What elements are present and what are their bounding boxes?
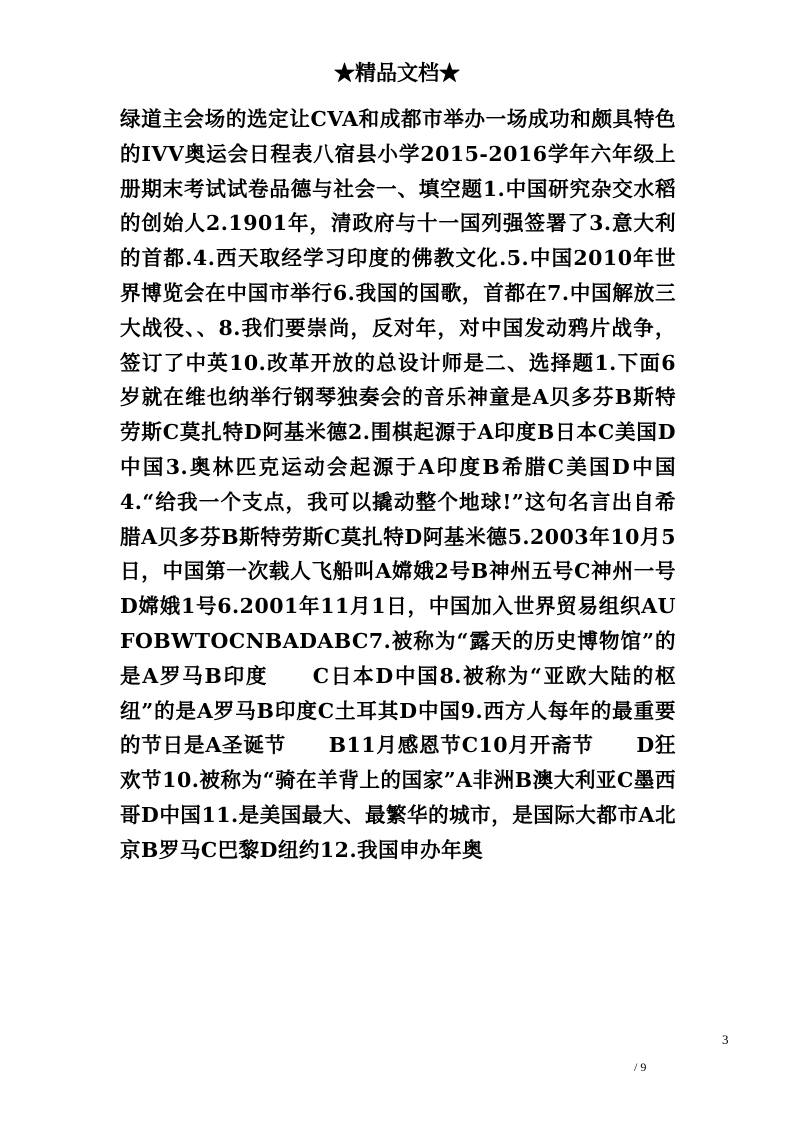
page-total: / 9 [634, 1060, 647, 1074]
page-number: 3 [722, 1032, 729, 1047]
document-body-text: 绿道主会场的选定让CVA和成都市举办一场成功和颇具特色的IVV奥运会日程表八宿县小学2015-2016学年六年级上册期末考试试卷品德与社会一、填空题1.中国研究杂交水稻的创始人2.1901年，清政府与十一国列强签署了3.意大利的首都.4.西天取经学习印度的佛教文化.5.中国2010年世界博览会在中国市举行6.我国的国歌，首都在7.中国解放三大战役、、8.我们要崇尚，反对年，对中国发动鸦片战争，签订了中英10.改革开放的总设计师是二、选择题1.下面6岁就在维也纳举行钢琴独奏会的音乐神童是A贝多芬B斯特劳斯C莫扎特D阿基米德2.围棋起源于A印度B日本C美国D中国3.奥林匹克运动会起源于A印度B希腊C美国D中国4.“给我一个支点，我可以撬动整个地球!”这句名言出自希腊A贝多芬B斯特劳斯C莫扎特D阿基米德5.2003年10月5日，中国第一次载人飞船叫A嫦娥2号B神州五号C神州一号D嫦娥1号6.2001年11月1日，中国加入世界贸易组织AUFOBWTOCNBADABC7.被称为“露天的历史博物馆”的是A罗马B印度 C日本D中国8.被称为“亚欧大陆的枢纽”的是A罗马B印度C土耳其D中国9.西方人每年的最重要的节日是A圣诞节 B11月感恩节C10月开斋节 D狂欢节10.被称为“骑在羊背上的国家”A非洲B澳大利亚C墨西哥D中国11.是美国最大、最繁华的城市，是国际大都市A北京B罗马C巴黎D纽约12.我国申办年奥 [120, 107, 676, 862]
document-header: ★精品文档★ [334, 60, 460, 85]
